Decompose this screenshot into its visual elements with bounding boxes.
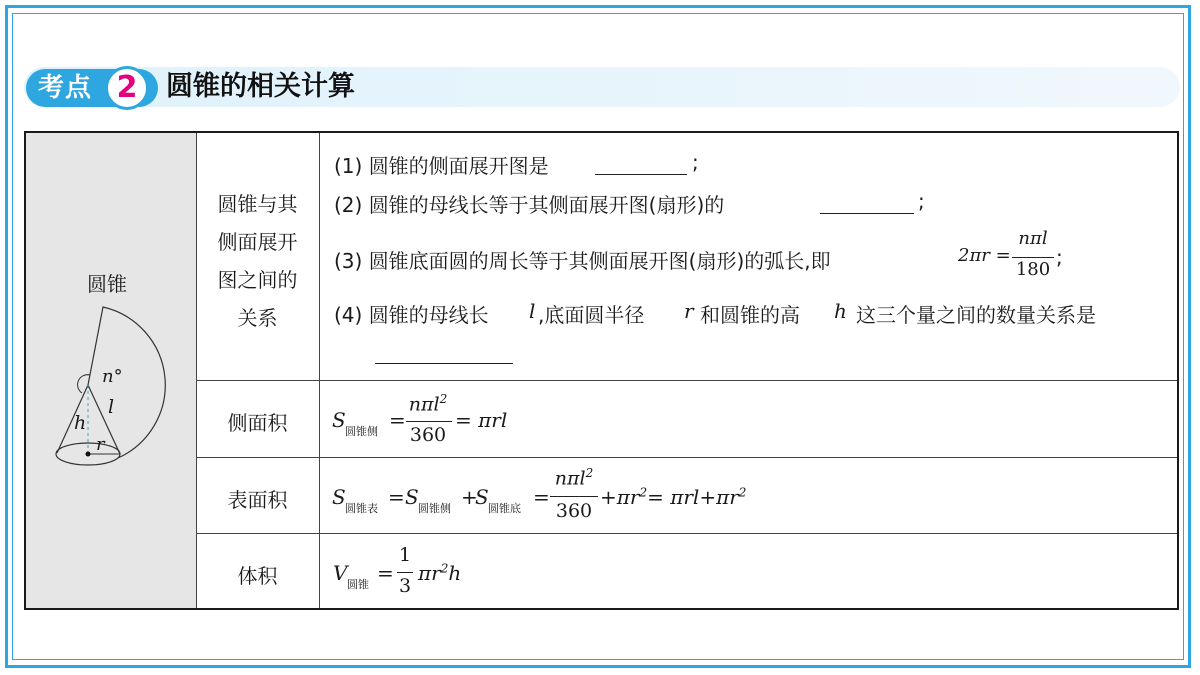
total-eq1: = xyxy=(388,485,405,509)
total-rest xyxy=(600,485,746,509)
item-4-text-a: (4) 圆锥的母线长 xyxy=(334,303,489,327)
row1-label-line1: 圆锥与其 xyxy=(217,192,298,216)
volume-fraction-bar xyxy=(397,572,413,573)
item-2-end: ; xyxy=(918,189,925,213)
volume-rest-text: πr xyxy=(418,561,441,585)
item-1-text: (1) 圆锥的侧面展开图是 xyxy=(334,154,549,178)
volume-rest-sup: 2 xyxy=(440,561,449,576)
kaodian-label: 考点 xyxy=(38,73,93,103)
total-plus: + xyxy=(461,485,478,509)
total-numerator xyxy=(548,466,600,489)
lateral-denominator: 360 xyxy=(409,424,447,446)
cone-unfold-diagram xyxy=(40,300,190,475)
lateral-fraction-bar xyxy=(406,421,452,422)
volume-denominator: 3 xyxy=(398,575,412,597)
item-3-fraction-bar xyxy=(1012,257,1054,258)
item-2-text: (2) 圆锥的母线长等于其侧面展开图(扇形)的 xyxy=(334,193,725,217)
total-eq2: = xyxy=(533,485,550,509)
lateral-num-text: nπl xyxy=(408,393,440,416)
row3-label: 表面积 xyxy=(227,488,288,512)
col-divider-2 xyxy=(319,133,320,608)
lateral-numerator xyxy=(404,392,452,415)
total-fraction-bar xyxy=(550,496,598,497)
total-num-sup: 2 xyxy=(585,466,594,480)
row-divider-2 xyxy=(196,457,1177,458)
item-4-text-d: 这三个量之间的数量关系是 xyxy=(856,303,1096,327)
total-sub1: 圆锥表 xyxy=(345,502,378,515)
item-2-blank xyxy=(820,213,914,214)
total-S3: S xyxy=(475,485,489,509)
total-denominator: 360 xyxy=(555,500,593,522)
row-divider-3 xyxy=(196,533,1177,534)
volume-rest xyxy=(418,561,461,585)
volume-rest-h: h xyxy=(448,561,462,585)
lateral-sub: 圆锥侧 xyxy=(345,425,378,438)
total-sub2: 圆锥侧 xyxy=(418,502,451,515)
base-center xyxy=(86,452,91,457)
item-4-var-h: h xyxy=(834,299,847,323)
height-label: h xyxy=(74,412,87,434)
item-4-text-b: ,底面圆半径 xyxy=(538,303,645,327)
item-1-blank xyxy=(595,174,687,175)
row1-label-line3: 图之间的 xyxy=(217,268,298,292)
volume-numerator: 1 xyxy=(398,544,412,566)
angle-label: n° xyxy=(102,366,123,387)
item-3-end: ; xyxy=(1056,245,1063,269)
item-1-end: ; xyxy=(692,150,699,174)
item-4-var-r: r xyxy=(684,299,694,323)
volume-sub: 圆锥 xyxy=(347,578,369,591)
total-rest-sup: 2 xyxy=(639,485,648,500)
item-3-text: (3) 圆锥底面圆的周长等于其侧面展开图(扇形)的弧长,即 xyxy=(334,249,831,273)
row2-label: 侧面积 xyxy=(227,411,288,435)
section-title: 圆锥的相关计算 xyxy=(166,71,355,102)
total-sub3: 圆锥底 xyxy=(488,502,521,515)
kaodian-number: 2 xyxy=(116,70,138,105)
total-rest-text: +πr xyxy=(600,485,640,509)
item-3-formula-left: 2πr = xyxy=(958,245,1011,266)
row4-label: 体积 xyxy=(237,564,278,588)
lateral-S: S xyxy=(332,408,346,432)
total-S1: S xyxy=(332,485,346,509)
total-rest2-text: = πrl+πr xyxy=(647,485,739,509)
lateral-rest: = πrl xyxy=(455,408,508,432)
radius-label: r xyxy=(96,434,105,455)
total-S2: S xyxy=(405,485,419,509)
item-4-text-c: 和圆锥的高 xyxy=(700,303,800,327)
volume-V: V xyxy=(333,561,348,585)
item-4-blank xyxy=(375,363,513,364)
slant-label: l xyxy=(108,396,115,418)
lateral-eq: = xyxy=(389,408,406,432)
total-rest2-sup: 2 xyxy=(738,485,747,500)
total-num-text: nπl xyxy=(554,467,586,490)
cone-label: 圆锥 xyxy=(87,272,127,296)
lateral-num-sup: 2 xyxy=(439,392,448,406)
row1-label-line4: 关系 xyxy=(237,306,278,330)
item-4-var-l: l xyxy=(529,299,536,323)
volume-eq: = xyxy=(377,561,394,585)
row-divider-1 xyxy=(196,380,1177,381)
item-3-numerator: nπl xyxy=(1018,228,1048,249)
item-3-denominator: 180 xyxy=(1015,259,1051,280)
row1-label-line2: 侧面展开 xyxy=(217,230,298,254)
